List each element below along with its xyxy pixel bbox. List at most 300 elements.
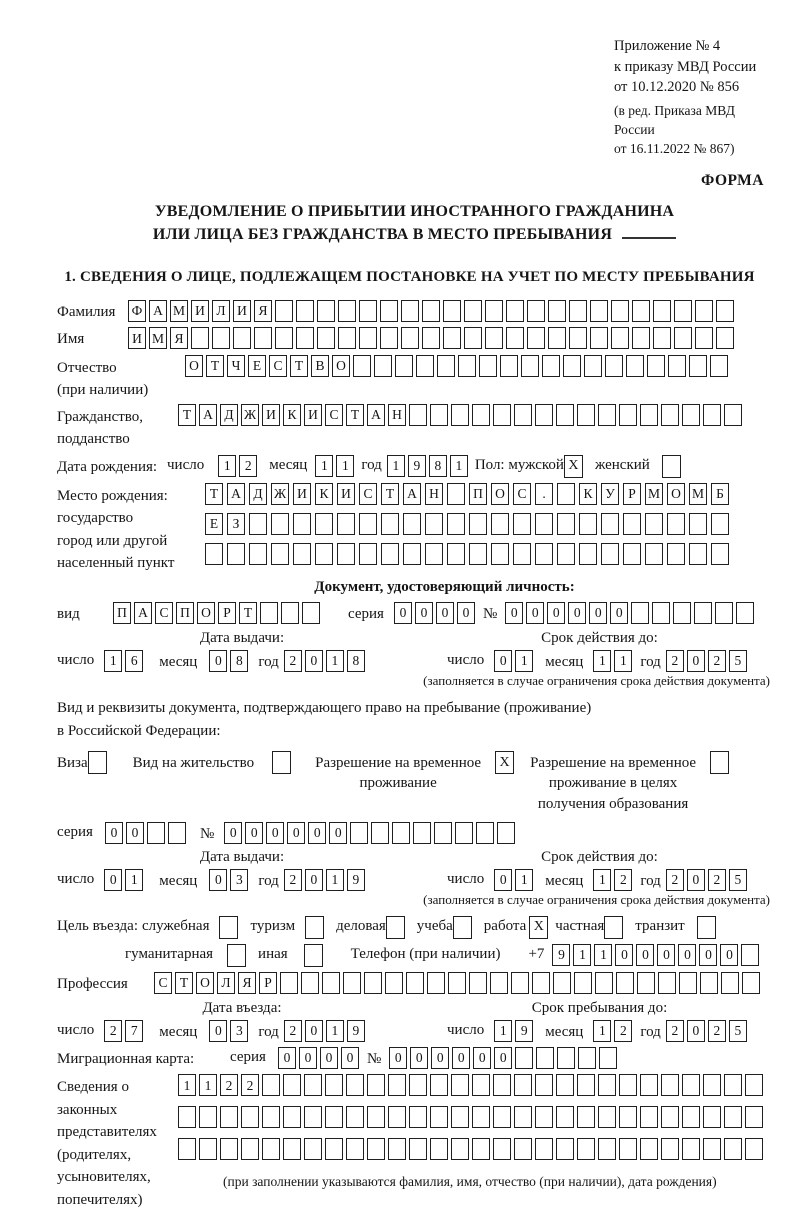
char-cell: 9 xyxy=(347,1020,365,1042)
char-cell xyxy=(317,300,335,322)
char-cell xyxy=(304,1106,322,1128)
char-cell xyxy=(395,355,413,377)
char-cell: Т xyxy=(206,355,224,377)
char-cell xyxy=(724,1106,742,1128)
char-cell xyxy=(658,972,676,994)
char-cell xyxy=(472,1074,490,1096)
staydoc-issue-group: число 0 1 месяц 0 3 год 2 0 1 9 xyxy=(57,869,447,891)
char-cell xyxy=(485,327,503,349)
char-cell: 0 xyxy=(615,944,633,966)
sex-female-checkbox xyxy=(662,455,681,478)
purpose-item-label: туризм xyxy=(250,917,296,934)
purpose-official-checkbox xyxy=(219,916,238,939)
char-cell xyxy=(346,1138,364,1160)
char-cell: X xyxy=(495,751,514,774)
char-cell: 2 xyxy=(708,650,726,672)
char-cell xyxy=(506,300,524,322)
migration-card-label: Миграционная карта: xyxy=(57,1050,195,1067)
char-cell: 2 xyxy=(284,650,302,672)
form-title xyxy=(57,200,772,246)
char-cell: Я xyxy=(254,300,272,322)
char-cell: П xyxy=(113,602,131,624)
char-cell xyxy=(401,327,419,349)
representatives-labels: Сведения о законных представителях (родителях, усыновителях, попечителях) xyxy=(57,1079,157,1208)
char-cell xyxy=(325,1074,343,1096)
char-cell xyxy=(598,404,616,426)
char-cell xyxy=(577,1074,595,1096)
char-cell: 0 xyxy=(209,650,227,672)
char-cell xyxy=(711,513,729,535)
char-cell: Л xyxy=(212,300,230,322)
char-cell xyxy=(233,327,251,349)
char-cell xyxy=(679,972,697,994)
char-cell: 0 xyxy=(526,602,544,624)
char-cell: 1 xyxy=(315,455,333,477)
char-cell xyxy=(640,1074,658,1096)
char-cell: 2 xyxy=(666,1020,684,1042)
char-cell xyxy=(401,300,419,322)
char-cell xyxy=(535,1138,553,1160)
char-cell xyxy=(260,602,278,624)
birth-year-boxes xyxy=(387,455,468,477)
char-cell: И xyxy=(262,404,280,426)
char-cell xyxy=(619,404,637,426)
char-cell: 0 xyxy=(266,822,284,844)
char-cell: 0 xyxy=(720,944,738,966)
char-cell: Т xyxy=(178,404,196,426)
char-cell xyxy=(742,972,760,994)
profession-row xyxy=(57,972,772,995)
char-cell: Я xyxy=(170,327,188,349)
char-cell xyxy=(447,543,465,565)
char-cell xyxy=(694,602,712,624)
char-cell: С xyxy=(155,602,173,624)
char-cell xyxy=(275,300,293,322)
char-cell: 2 xyxy=(708,1020,726,1042)
char-cell xyxy=(359,513,377,535)
char-cell xyxy=(721,972,739,994)
char-cell xyxy=(601,543,619,565)
char-cell xyxy=(661,1074,679,1096)
char-cell: 5 xyxy=(729,869,747,891)
char-cell: У xyxy=(601,483,619,505)
char-cell xyxy=(464,300,482,322)
char-cell xyxy=(724,404,742,426)
char-cell xyxy=(281,602,299,624)
char-cell xyxy=(283,1074,301,1096)
char-cell xyxy=(388,1074,406,1096)
char-cell: 1 xyxy=(178,1074,196,1096)
char-cell xyxy=(409,1138,427,1160)
char-cell xyxy=(556,1138,574,1160)
char-cell xyxy=(491,543,509,565)
residence-checkbox xyxy=(272,751,291,774)
char-cell: 0 xyxy=(126,822,144,844)
staydoc-note: (заполняется в случае ограничения срока действия документа) xyxy=(423,891,770,907)
char-cell xyxy=(434,822,452,844)
char-cell: 0 xyxy=(452,1047,470,1069)
birth-day-boxes xyxy=(218,455,257,477)
char-cell xyxy=(227,944,246,967)
char-cell xyxy=(388,1138,406,1160)
char-cell xyxy=(381,513,399,535)
char-cell xyxy=(695,327,713,349)
char-cell: 2 xyxy=(239,455,257,477)
char-cell: О xyxy=(491,483,509,505)
representatives-row3 xyxy=(178,1138,763,1160)
birth-year-word: год xyxy=(361,456,382,473)
char-cell: 0 xyxy=(389,1047,407,1069)
char-cell xyxy=(745,1074,763,1096)
char-cell xyxy=(322,972,340,994)
char-cell xyxy=(343,972,361,994)
migration-card-row xyxy=(57,1047,772,1070)
char-cell: 0 xyxy=(568,602,586,624)
iddoc-issue-head: Дата выдачи: xyxy=(199,629,285,646)
char-cell xyxy=(548,300,566,322)
char-cell xyxy=(422,300,440,322)
char-cell: 0 xyxy=(104,869,122,891)
char-cell xyxy=(616,972,634,994)
char-cell xyxy=(212,327,230,349)
staydoc-line1: Вид и реквизиты документа, подтверждающего право на пребывание (проживание) xyxy=(57,699,592,716)
char-cell xyxy=(367,1074,385,1096)
char-cell xyxy=(578,1047,596,1069)
char-cell xyxy=(346,1074,364,1096)
char-cell: 0 xyxy=(410,1047,428,1069)
char-cell xyxy=(490,972,508,994)
char-cell: И xyxy=(128,327,146,349)
char-cell: Е xyxy=(205,513,223,535)
char-cell: X xyxy=(529,916,548,939)
char-cell xyxy=(493,404,511,426)
char-cell: 0 xyxy=(209,1020,227,1042)
char-cell xyxy=(556,1106,574,1128)
char-cell xyxy=(536,1047,554,1069)
char-cell: М xyxy=(149,327,167,349)
birthplace-block xyxy=(57,483,772,575)
char-cell: 1 xyxy=(593,1020,611,1042)
char-cell: Е xyxy=(248,355,266,377)
char-cell xyxy=(697,916,716,939)
char-cell: П xyxy=(176,602,194,624)
char-cell: 2 xyxy=(666,650,684,672)
representatives-box-rows xyxy=(178,1074,763,1190)
appendix-line: Приложение № 4 xyxy=(614,38,721,54)
char-cell xyxy=(682,1074,700,1096)
citizenship-boxes xyxy=(178,404,742,426)
char-cell xyxy=(535,404,553,426)
patronymic-label: Отчество (при наличии) xyxy=(57,359,149,399)
char-cell: И xyxy=(233,300,251,322)
char-cell: 1 xyxy=(387,455,405,477)
char-cell xyxy=(674,300,692,322)
char-cell: А xyxy=(199,404,217,426)
staydoc-choices-row xyxy=(57,751,772,814)
char-cell xyxy=(272,751,291,774)
char-cell: А xyxy=(227,483,245,505)
char-cell xyxy=(178,1106,196,1128)
char-cell xyxy=(430,1106,448,1128)
char-cell xyxy=(227,543,245,565)
char-cell xyxy=(301,972,319,994)
char-cell xyxy=(579,543,597,565)
char-cell: 1 xyxy=(336,455,354,477)
char-cell: 1 xyxy=(515,650,533,672)
entry-date-heads xyxy=(57,1000,772,1017)
char-cell xyxy=(535,513,553,535)
char-cell xyxy=(451,1106,469,1128)
char-cell: Т xyxy=(381,483,399,505)
purpose-other-label: иная xyxy=(258,945,288,962)
appendix-block xyxy=(614,36,772,98)
char-cell xyxy=(542,355,560,377)
char-cell xyxy=(604,916,623,939)
char-cell: 6 xyxy=(125,650,143,672)
char-cell xyxy=(430,404,448,426)
sex-female-label: женский xyxy=(594,456,650,473)
staydoc-series-label: серия xyxy=(57,823,93,840)
char-cell: О xyxy=(185,355,203,377)
char-cell: Я xyxy=(238,972,256,994)
char-cell: 1 xyxy=(593,869,611,891)
birth-month-word: месяц xyxy=(269,456,308,473)
char-cell: 8 xyxy=(230,650,248,672)
surname-label: Фамилия xyxy=(57,303,116,320)
char-cell xyxy=(626,355,644,377)
char-cell: 0 xyxy=(687,1020,705,1042)
name-row xyxy=(57,327,772,350)
char-cell xyxy=(673,602,691,624)
char-cell xyxy=(430,1138,448,1160)
char-cell: 1 xyxy=(326,650,344,672)
char-cell xyxy=(514,1074,532,1096)
entry-dates-row xyxy=(57,1020,772,1042)
char-cell: Т xyxy=(346,404,364,426)
char-cell xyxy=(337,543,355,565)
char-cell: Ж xyxy=(271,483,289,505)
char-cell xyxy=(437,355,455,377)
char-cell: 0 xyxy=(320,1047,338,1069)
char-cell: 3 xyxy=(230,869,248,891)
char-cell xyxy=(469,972,487,994)
char-cell xyxy=(491,513,509,535)
char-cell: 0 xyxy=(494,1047,512,1069)
purpose-work-checkbox xyxy=(529,916,548,939)
staydoc-line2: в Российской Федерации: xyxy=(57,722,221,739)
char-cell: 0 xyxy=(494,869,512,891)
char-cell xyxy=(479,355,497,377)
char-cell: С xyxy=(154,972,172,994)
char-cell xyxy=(577,1138,595,1160)
purpose-other-checkbox xyxy=(304,944,323,967)
iddoc-series-label: серия xyxy=(348,605,384,622)
char-cell: 0 xyxy=(105,822,123,844)
char-cell xyxy=(271,543,289,565)
char-cell xyxy=(448,972,466,994)
char-cell: С xyxy=(359,483,377,505)
char-cell xyxy=(350,822,368,844)
char-cell xyxy=(661,1138,679,1160)
char-cell xyxy=(493,1074,511,1096)
char-cell xyxy=(700,972,718,994)
char-cell: 0 xyxy=(329,822,347,844)
char-cell xyxy=(451,404,469,426)
char-cell xyxy=(598,1138,616,1160)
char-cell xyxy=(447,483,465,505)
staydoc-date-heads xyxy=(57,849,772,866)
char-cell xyxy=(296,327,314,349)
char-cell xyxy=(220,1106,238,1128)
char-cell xyxy=(371,822,389,844)
phone-boxes xyxy=(552,944,759,966)
profession-boxes xyxy=(154,972,760,994)
char-cell xyxy=(443,300,461,322)
name-boxes xyxy=(128,327,734,349)
staydoc-issue-head: Дата выдачи: xyxy=(199,848,285,865)
char-cell: 0 xyxy=(305,650,323,672)
purpose-item-label: служебная xyxy=(141,917,210,934)
char-cell: 1 xyxy=(515,869,533,891)
char-cell: 1 xyxy=(125,869,143,891)
char-cell xyxy=(716,327,734,349)
birthdate-row xyxy=(57,455,772,478)
char-cell xyxy=(605,355,623,377)
purpose-item-label: работа xyxy=(483,917,527,934)
staydoc-series-row xyxy=(57,822,772,844)
char-cell: 1 xyxy=(218,455,236,477)
char-cell: Р xyxy=(623,483,641,505)
char-cell: . xyxy=(535,483,553,505)
char-cell: X xyxy=(564,455,583,478)
appendix-line: от 10.12.2020 № 856 xyxy=(614,79,740,96)
char-cell: Т xyxy=(290,355,308,377)
iddoc-heading: Документ, удостоверяющий личность: xyxy=(314,578,575,595)
char-cell xyxy=(689,355,707,377)
char-cell xyxy=(557,513,575,535)
citizenship-row xyxy=(57,404,772,451)
char-cell xyxy=(653,300,671,322)
char-cell xyxy=(476,822,494,844)
char-cell xyxy=(199,1138,217,1160)
char-cell xyxy=(535,543,553,565)
char-cell xyxy=(521,355,539,377)
char-cell: И xyxy=(293,483,311,505)
char-cell: К xyxy=(283,404,301,426)
birthplace-box-rows xyxy=(205,483,729,565)
char-cell: 0 xyxy=(224,822,242,844)
char-cell xyxy=(724,1074,742,1096)
char-cell xyxy=(668,355,686,377)
char-cell xyxy=(598,1074,616,1096)
char-cell: О xyxy=(197,602,215,624)
stay-until-group: число 1 9 месяц 1 2 год 2 0 2 5 xyxy=(447,1020,747,1042)
purpose-humanitarian-checkbox xyxy=(227,944,246,967)
char-cell xyxy=(249,513,267,535)
char-cell: 3 xyxy=(230,1020,248,1042)
char-cell xyxy=(527,300,545,322)
char-cell xyxy=(595,972,613,994)
purpose-item-label: деловая xyxy=(336,917,386,934)
char-cell: 2 xyxy=(104,1020,122,1042)
char-cell xyxy=(584,355,602,377)
char-cell xyxy=(293,513,311,535)
sex-label: Пол: мужской xyxy=(474,456,564,473)
migration-number-boxes xyxy=(389,1047,617,1069)
section1-heading: 1. СВЕДЕНИЯ О ЛИЦЕ, ПОДЛЕЖАЩЕМ ПОСТАНОВКЕ НА УЧЕТ ПО МЕСТУ ПРЕБЫВАНИЯ xyxy=(64,268,755,285)
char-cell: 0 xyxy=(473,1047,491,1069)
char-cell xyxy=(413,822,431,844)
char-cell xyxy=(430,1074,448,1096)
char-cell: 2 xyxy=(284,869,302,891)
char-cell xyxy=(515,1047,533,1069)
char-cell xyxy=(703,404,721,426)
char-cell xyxy=(632,300,650,322)
form-title-line2: ИЛИ ЛИЦА БЕЗ ГРАЖДАНСТВА В МЕСТО ПРЕБЫВАНИЯ xyxy=(57,223,772,246)
form-title-line1: УВЕДОМЛЕНИЕ О ПРИБЫТИИ ИНОСТРАННОГО ГРАЖДАНИНА xyxy=(154,203,675,221)
char-cell: 0 xyxy=(636,944,654,966)
char-cell xyxy=(493,1106,511,1128)
char-cell xyxy=(262,1106,280,1128)
char-cell: 9 xyxy=(515,1020,533,1042)
char-cell xyxy=(409,1074,427,1096)
char-cell: З xyxy=(227,513,245,535)
char-cell: 0 xyxy=(245,822,263,844)
char-cell xyxy=(599,1047,617,1069)
stay-until-head: Срок пребывания до: xyxy=(531,999,668,1016)
char-cell xyxy=(427,972,445,994)
char-cell xyxy=(443,327,461,349)
purpose-humanitarian-label: гуманитарная xyxy=(125,945,214,962)
char-cell: 0 xyxy=(299,1047,317,1069)
char-cell xyxy=(647,355,665,377)
iddoc-kind-row xyxy=(57,602,772,625)
appendix-note-line: (в ред. Приказа МВД России xyxy=(614,102,735,137)
char-cell xyxy=(653,327,671,349)
char-cell xyxy=(645,543,663,565)
char-cell: 0 xyxy=(394,602,412,624)
char-cell: М xyxy=(689,483,707,505)
char-cell: 1 xyxy=(326,1020,344,1042)
migration-series-label: серия xyxy=(230,1048,266,1065)
char-cell xyxy=(556,1074,574,1096)
char-cell: С xyxy=(513,483,531,505)
char-cell xyxy=(557,1047,575,1069)
char-cell xyxy=(249,543,267,565)
char-cell: Д xyxy=(249,483,267,505)
char-cell: 1 xyxy=(573,944,591,966)
char-cell: 0 xyxy=(687,869,705,891)
purpose-extra-row xyxy=(57,944,772,967)
iddoc-issue-group: число 1 6 месяц 0 8 год 2 0 1 8 xyxy=(57,650,447,672)
edu-permit-checkbox xyxy=(710,751,729,774)
char-cell xyxy=(406,972,424,994)
char-cell xyxy=(623,543,641,565)
char-cell: Т xyxy=(205,483,223,505)
char-cell: О xyxy=(332,355,350,377)
char-cell xyxy=(682,1138,700,1160)
char-cell: Т xyxy=(239,602,257,624)
birth-day-word: число xyxy=(167,456,205,473)
char-cell: 9 xyxy=(347,869,365,891)
char-cell xyxy=(219,916,238,939)
char-cell xyxy=(661,404,679,426)
char-cell: 0 xyxy=(505,602,523,624)
char-cell xyxy=(464,327,482,349)
char-cell: А xyxy=(367,404,385,426)
char-cell xyxy=(403,543,421,565)
char-cell: 0 xyxy=(278,1047,296,1069)
